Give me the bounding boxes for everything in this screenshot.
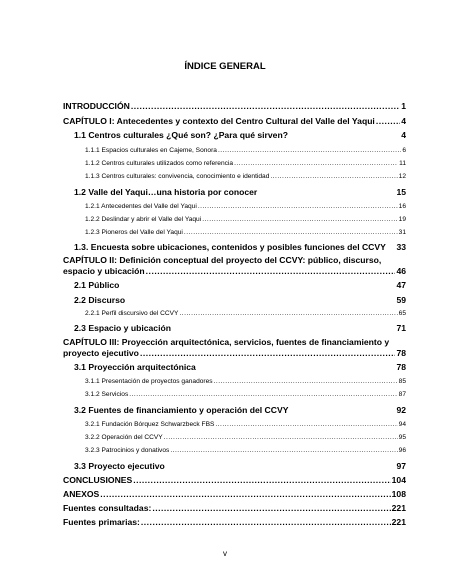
toc-page: 95 [398, 434, 406, 441]
toc-entry-1-1-3[interactable] [85, 173, 406, 180]
toc-page: 78 [396, 362, 406, 372]
toc-entry-2-1[interactable] [74, 280, 406, 290]
toc-leader [141, 517, 391, 527]
toc-label: 2.1 Público [74, 280, 120, 290]
toc-label: 3.2.1 Fundación Bórquez Schwarzbeck FBS [85, 421, 215, 428]
toc-page: 12 [398, 173, 406, 180]
toc-label: ANEXOS [63, 489, 100, 499]
toc-label: 1.1.3 Centros culturales: convivencia, conocimiento e identidad [85, 173, 270, 180]
toc-leader [270, 173, 397, 180]
toc-page: 59 [396, 295, 406, 305]
toc-page: 6 [402, 147, 406, 154]
toc-label: 3.1.1 Presentación de proyectos ganadores [85, 378, 213, 385]
toc-entry-capitulo-3-line1[interactable]: CAPÍTULO III: Proyección arquitectónica, servicios, fuentes de financiamiento y [63, 337, 390, 347]
page-number: v [223, 549, 227, 558]
toc-label: 1.2 Valle del Yaqui…una historia por conocer [74, 187, 258, 197]
toc-leader [214, 378, 398, 385]
toc-entry-1-2-3[interactable] [85, 229, 406, 236]
toc-page: 31 [398, 229, 406, 236]
toc-entry-2-2[interactable] [74, 295, 406, 305]
toc-entry-3-2[interactable] [74, 405, 406, 415]
toc-entry-3-2-3[interactable] [85, 447, 406, 454]
toc-label: CAPÍTULO I: Antecedentes y contexto del Centro Cultural del Valle del Yaqui [63, 116, 375, 126]
toc-label: 1.3. Encuesta sobre ubicaciones, contenidos y posibles funciones del CCVY [74, 242, 386, 252]
toc-page: 104 [391, 475, 406, 485]
toc-leader [179, 310, 397, 317]
toc-label: 2.2.1 Perfil discursivo del CCVY [85, 310, 179, 317]
toc-entry-anexos[interactable] [63, 489, 406, 499]
toc-entry-conclusiones[interactable] [63, 475, 406, 485]
toc-label: INTRODUCCIÓN [63, 101, 130, 111]
toc-entry-2-2-1[interactable] [85, 310, 406, 317]
toc-page: 108 [391, 489, 406, 499]
toc-entry-3-1-2[interactable] [85, 391, 406, 398]
toc-entry-1-1[interactable] [74, 130, 406, 140]
toc-leader [376, 116, 400, 126]
toc-leader [100, 489, 390, 499]
toc-label: 1.1 Centros culturales ¿Qué son? ¿Para qué sirven? [74, 130, 288, 140]
toc-entry-capitulo-1[interactable] [63, 116, 406, 126]
toc-label: proyecto ejecutivo [63, 348, 139, 358]
toc-label: 3.2.3 Patrocinios y donativos [85, 447, 170, 454]
toc-page: 4 [401, 116, 406, 126]
toc-page: 4 [401, 130, 406, 140]
toc-page: 78 [396, 348, 406, 358]
toc-label: 2.3 Espacio y ubicación [74, 323, 171, 333]
toc-leader [133, 475, 390, 485]
toc-page: 15 [396, 187, 406, 197]
toc-entry-1-1-1[interactable] [85, 147, 406, 154]
toc-page: 19 [398, 216, 406, 223]
toc-label: Fuentes primarias: [63, 517, 140, 527]
toc-page: 221 [391, 503, 406, 513]
toc-label: 1.1.1 Espacios culturales en Cajeme, Sonora [85, 147, 217, 154]
toc-label: 1.1.2 Centros culturales utilizados como referencia [85, 160, 234, 167]
toc-entry-3-1-1[interactable] [85, 378, 406, 385]
toc-page: 97 [396, 461, 406, 471]
toc-leader [215, 421, 397, 428]
toc-entry-1-2-2[interactable] [85, 216, 406, 223]
toc-leader [129, 391, 397, 398]
toc-entry-capitulo-3[interactable] [63, 348, 406, 358]
toc-page: 47 [396, 280, 406, 290]
toc-entry-1-1-2[interactable] [85, 160, 406, 167]
toc-page: 96 [398, 447, 406, 454]
toc-page: 92 [396, 405, 406, 415]
toc-label: CONCLUSIONES [63, 475, 133, 485]
toc-leader [152, 503, 390, 513]
toc-page: 87 [398, 391, 406, 398]
toc-entry-introduccion[interactable] [63, 101, 406, 111]
toc-entry-1-2[interactable] [74, 187, 406, 197]
toc-entry-3-3[interactable] [74, 461, 406, 471]
toc-page: 46 [396, 266, 406, 276]
toc-leader [234, 160, 398, 167]
toc-label: 3.1 Proyección arquitectónica [74, 362, 196, 372]
toc-entry-fuentes-consultadas[interactable] [63, 503, 406, 513]
toc-page: 221 [391, 517, 406, 527]
toc-label: 2.2 Discurso [74, 295, 126, 305]
toc-label: 3.3 Proyecto ejecutivo [74, 461, 165, 471]
toc-label: 1.2.2 Deslindar y abrir el Valle del Yaqui [85, 216, 202, 223]
toc-page: 65 [398, 310, 406, 317]
toc-label: 1.2.1 Antecedentes del Valle del Yaqui [85, 203, 197, 210]
toc-leader [146, 266, 396, 276]
toc-page: 33 [396, 242, 406, 252]
toc-entry-3-2-1[interactable] [85, 421, 406, 428]
toc-entry-3-2-2[interactable] [85, 434, 406, 441]
toc-entry-capitulo-2-line1[interactable]: CAPÍTULO II: Definición conceptual del proyecto del CCVY: público, discurso, [63, 255, 382, 265]
toc-leader [170, 447, 397, 454]
toc-label: 3.2.2 Operación del CCVY [85, 434, 163, 441]
toc-page: 11 [399, 160, 406, 167]
toc-entry-fuentes-primarias[interactable] [63, 517, 406, 527]
toc-page: 71 [396, 323, 406, 333]
toc-page: 16 [398, 203, 406, 210]
toc-leader [218, 147, 401, 154]
toc-label: 1.2.3 Pioneros del Valle del Yaqui [85, 229, 183, 236]
toc-page: 1 [401, 101, 406, 111]
toc-entry-1-2-1[interactable] [85, 203, 406, 210]
toc-label: 3.1.2 Servicios [85, 391, 129, 398]
toc-entry-capitulo-2[interactable] [63, 266, 406, 276]
toc-leader [164, 434, 398, 441]
toc-entry-1-3[interactable] [74, 242, 406, 252]
toc-entry-3-1[interactable] [74, 362, 406, 372]
toc-label: Fuentes consultadas: [63, 503, 152, 513]
toc-page: 85 [398, 378, 406, 385]
toc-leader [198, 203, 398, 210]
toc-leader [202, 216, 397, 223]
toc-entry-2-3[interactable] [74, 323, 406, 333]
toc-leader [184, 229, 398, 236]
toc-label: espacio y ubicación [63, 266, 145, 276]
toc-page: 94 [398, 421, 406, 428]
page-title: ÍNDICE GENERAL [184, 61, 266, 72]
toc-label: 3.2 Fuentes de financiamiento y operación del CCVY [74, 405, 289, 415]
toc-leader [131, 101, 400, 111]
toc-leader [140, 348, 396, 358]
